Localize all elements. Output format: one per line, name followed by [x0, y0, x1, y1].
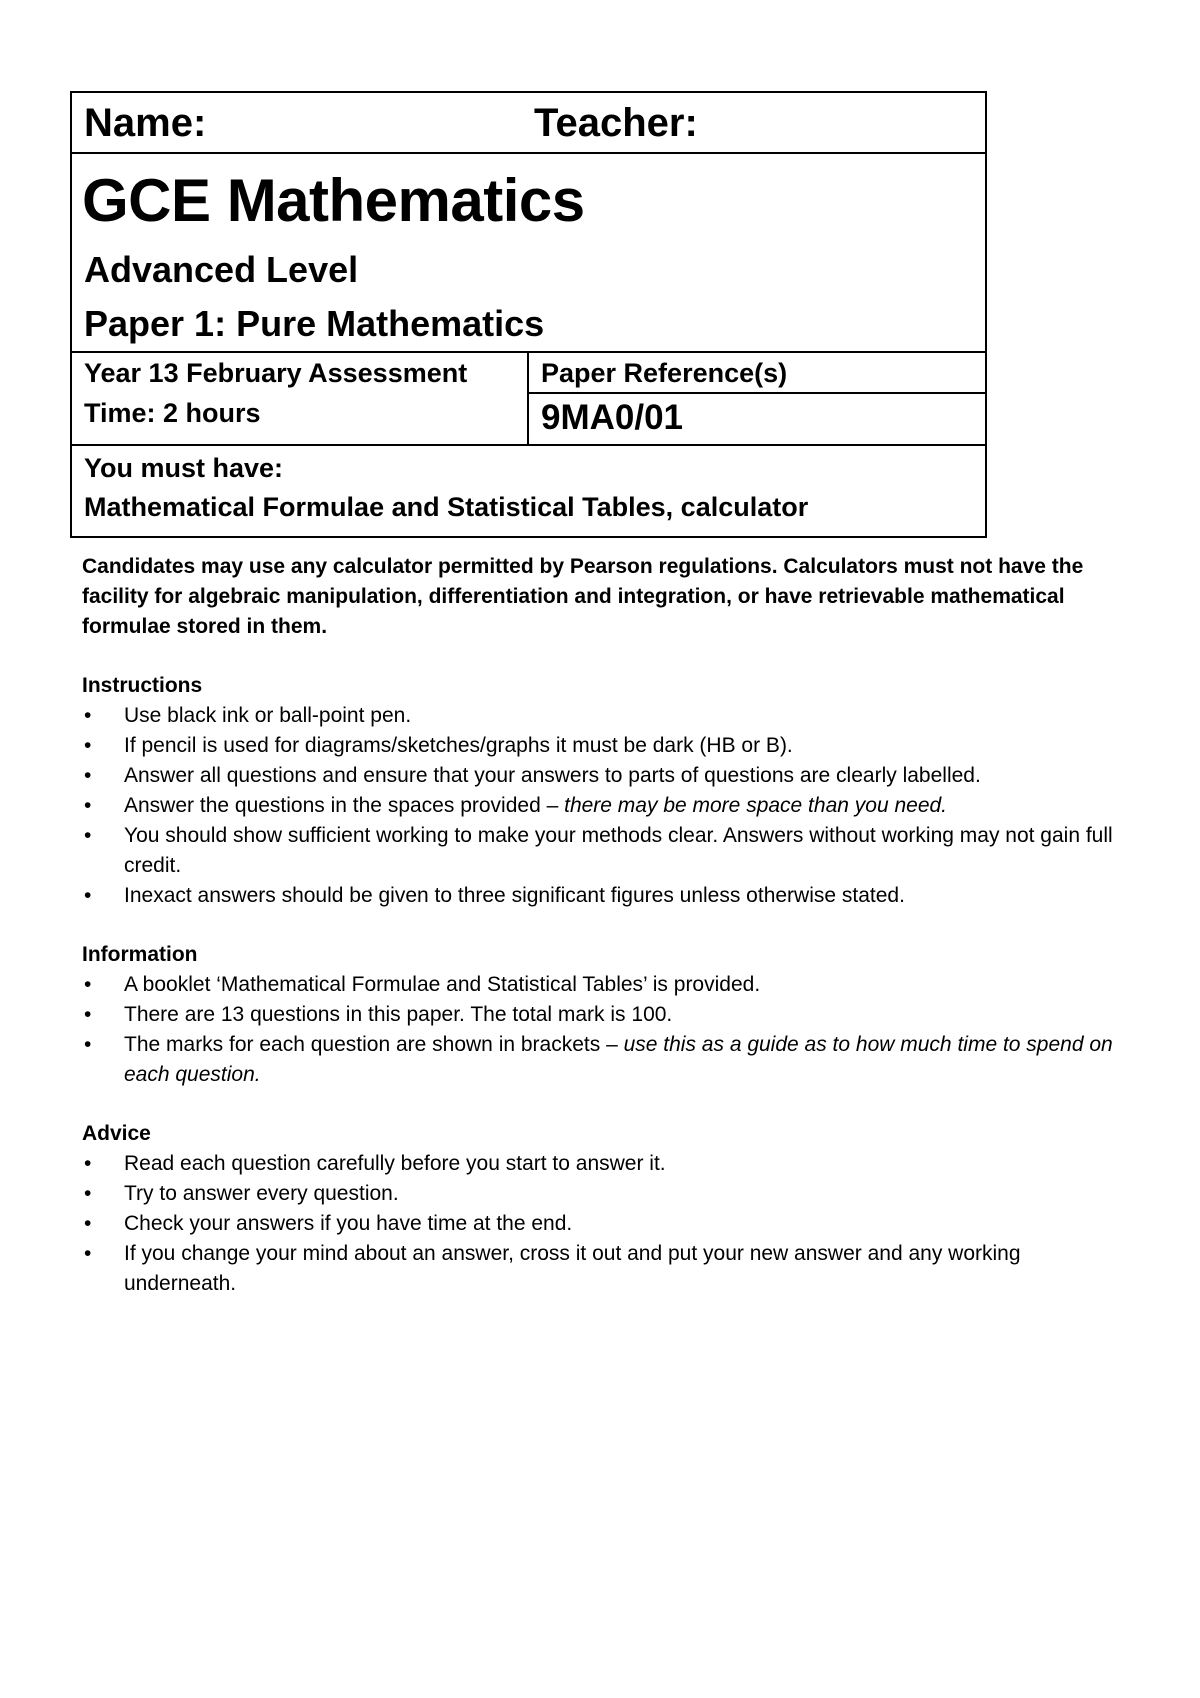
bullet-icon: •: [84, 884, 92, 907]
must-have-label: You must have:: [84, 453, 284, 483]
list-item: [82, 731, 1122, 761]
list-item-text: There are 13 questions in this paper. The total mark is 100.: [124, 1003, 673, 1026]
advice-heading: Advice: [82, 1122, 151, 1145]
list-item-text: Use black ink or ball-point pen.: [124, 704, 412, 727]
information-heading: Information: [82, 943, 198, 966]
paper-reference-value-cell: [529, 394, 985, 444]
list-item: [82, 1239, 1122, 1299]
bullet-icon: •: [84, 1242, 92, 1265]
assessment-cell: [72, 353, 529, 444]
title-row: [72, 154, 985, 353]
header-box: [70, 91, 987, 538]
assessment-title: Year 13 February Assessment: [84, 358, 468, 388]
bullet-icon: •: [84, 1033, 92, 1056]
bullet-icon: •: [84, 824, 92, 847]
bullet-icon: •: [84, 764, 92, 787]
advice-list: [82, 1149, 1122, 1299]
bullet-icon: •: [84, 734, 92, 757]
list-item: [82, 881, 1122, 911]
list-item-text: A booklet ‘Mathematical Formulae and Statistical Tables’ is provided.: [124, 973, 761, 996]
name-label: Name:: [84, 101, 207, 145]
list-item-text: Answer the questions in the spaces provided –: [124, 794, 565, 817]
paper-reference-label-cell: [529, 353, 985, 394]
page-title: GCE Mathematics: [82, 167, 585, 234]
paper-reference-cell: [529, 353, 985, 444]
list-item: [82, 1000, 1122, 1030]
list-item: [82, 1179, 1122, 1209]
information-list: [82, 970, 1122, 1090]
list-item-text: If pencil is used for diagrams/sketches/graphs it must be dark (HB or B).: [124, 734, 793, 757]
list-item-text: If you change your mind about an answer, cross it out and put your new answer and any working underneath.: [124, 1242, 1021, 1295]
bullet-icon: •: [84, 973, 92, 996]
list-item: [82, 761, 1122, 791]
must-have-items: Mathematical Formulae and Statistical Tables, calculator: [84, 492, 809, 522]
paper-label: Paper 1: Pure Mathematics: [84, 303, 545, 344]
bullet-icon: •: [84, 1003, 92, 1026]
assessment-time: Time: 2 hours: [84, 398, 261, 428]
bullet-icon: •: [84, 1152, 92, 1175]
instructions-list: [82, 701, 1122, 911]
list-item: [82, 701, 1122, 731]
list-item-emphasis: use this as a guide as to how much time to spend on each question.: [124, 1033, 1113, 1086]
list-item-emphasis: there may be more space than you need.: [564, 794, 948, 817]
paper-reference-value: 9MA0/01: [541, 398, 684, 437]
name-teacher-row: [72, 93, 985, 154]
list-item: [82, 1030, 1122, 1090]
must-have-row: [72, 446, 985, 536]
list-item-text: The marks for each question are shown in brackets –: [124, 1033, 624, 1056]
bullet-icon: •: [84, 794, 92, 817]
bullet-icon: •: [84, 1212, 92, 1235]
list-item-text: Read each question carefully before you start to answer it.: [124, 1152, 666, 1175]
bullet-icon: •: [84, 704, 92, 727]
bullet-icon: •: [84, 1182, 92, 1205]
assessment-row: [72, 353, 985, 446]
list-item-text: Check your answers if you have time at the end.: [124, 1212, 573, 1235]
candidates-paragraph: Candidates may use any calculator permitted by Pearson regulations. Calculators must not have the facility for algebraic manipulation, differentiation and integration, or have retrievable mathematical formulae stored in them.: [82, 555, 1084, 638]
list-item: [82, 1149, 1122, 1179]
list-item: [82, 821, 1122, 881]
list-item-text: You should show sufficient working to make your methods clear. Answers without working may not gain full credit.: [124, 824, 1113, 877]
list-item-text: Answer all questions and ensure that your answers to parts of questions are clearly labelled.: [124, 764, 981, 787]
list-item: [82, 1209, 1122, 1239]
paper-reference-label: Paper Reference(s): [541, 358, 788, 388]
level-label: Advanced Level: [84, 249, 359, 290]
list-item-text: Try to answer every question.: [124, 1182, 399, 1205]
list-item: [82, 970, 1122, 1000]
list-item-text: Inexact answers should be given to three significant figures unless otherwise stated.: [124, 884, 905, 907]
list-item: [82, 791, 1122, 821]
body-text: [82, 552, 1122, 1328]
instructions-heading: Instructions: [82, 674, 203, 697]
teacher-label: Teacher:: [534, 101, 698, 145]
